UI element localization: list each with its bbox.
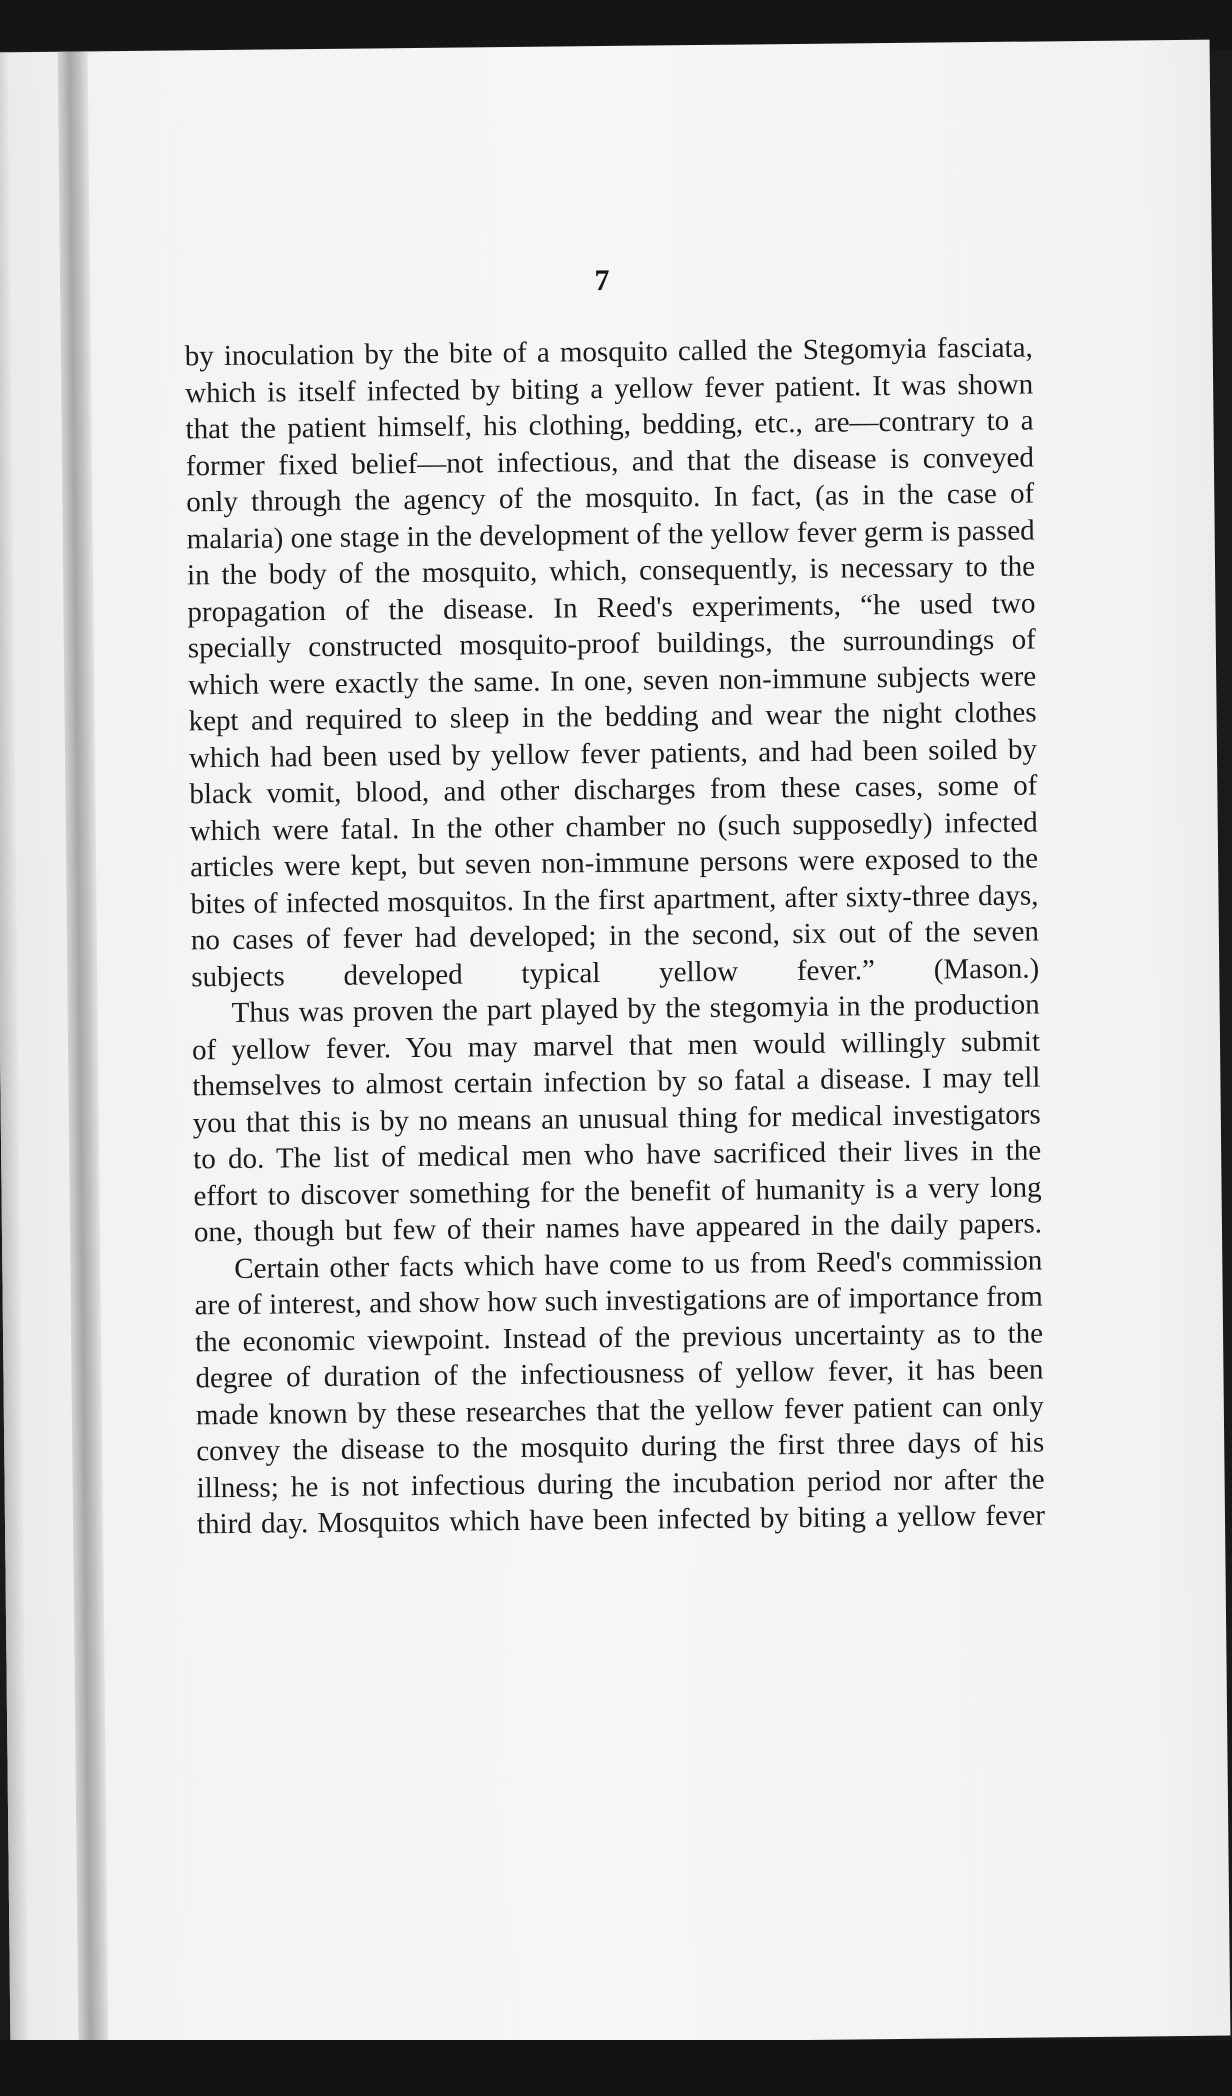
paragraph-3: Certain other facts which have come to us from Reed's commission are of interest, and show how such investigations are of importance from the economic viewpoint. Instead of the previous uncertainty as to the degree of duration of the infectiousness of yellow fever, it has been made known by these researches that the yellow fever patient can only convey the disease to the mosquito during the first three days of his illness; he is not infectious during the incubation period nor after the third day. Mosquitos which have been infected by biting a yellow fever <box>194 1243 1046 1541</box>
book-page <box>0 40 1230 2049</box>
page-binding-shadow <box>58 51 109 2047</box>
paragraph-2: Thus was proven the part played by the stegomyia in the production of yellow fever. You may marvel that men would willingly submit themselves to almost certain infection by so fatal a disease. I may tell you that this is by no means an unusual thing for medical investigators to do. The list of medical men who have sacrificed their lives in the effort to discover something for the benefit of humanity is a very long one, though but few of their names have appeared in the daily papers. <box>191 988 1043 1249</box>
scan-bottom-border <box>0 2040 1232 2096</box>
body-text <box>185 330 1046 1543</box>
page-number-text: 7 <box>594 263 610 298</box>
page-left-edge <box>0 52 28 2048</box>
page-number <box>0 258 1212 305</box>
paragraph-1: by inoculation by the bite of a mosquito called the Stegomyia fasciata, which is itself infected by biting a yellow fever patient. It was shown that the patient himself, his clothing, bedding, etc., are—contrary to a former fixed belief—not infectious, and that the disease is conveyed only through the agency of the mosquito. In fact, (as in the case of malaria) one stage in the development of the yellow fever germ is passed in the body of the mosquito, which, consequently, is necessary to the propagation of the disease. In Reed's experiments, “he used two specially constructed mosquito-proof buildings, the surroundings of which were exactly the same. In one, seven non-immune subjects were kept and required to sleep in the bedding and wear the night clothes which had been used by yellow fever patients, and had been soiled by black vomit, blood, and other discharges from these cases, some of which were fatal. In the other chamber no (such supposedly) infected articles were kept, but seven non-immune persons were exposed to the bites of infected mosquitos. In the first apartment, after sixty-three days, no cases of fever had developed; in the second, six out of the seven subjects developed typical yellow fever.” (Mason.) <box>184 331 1040 993</box>
